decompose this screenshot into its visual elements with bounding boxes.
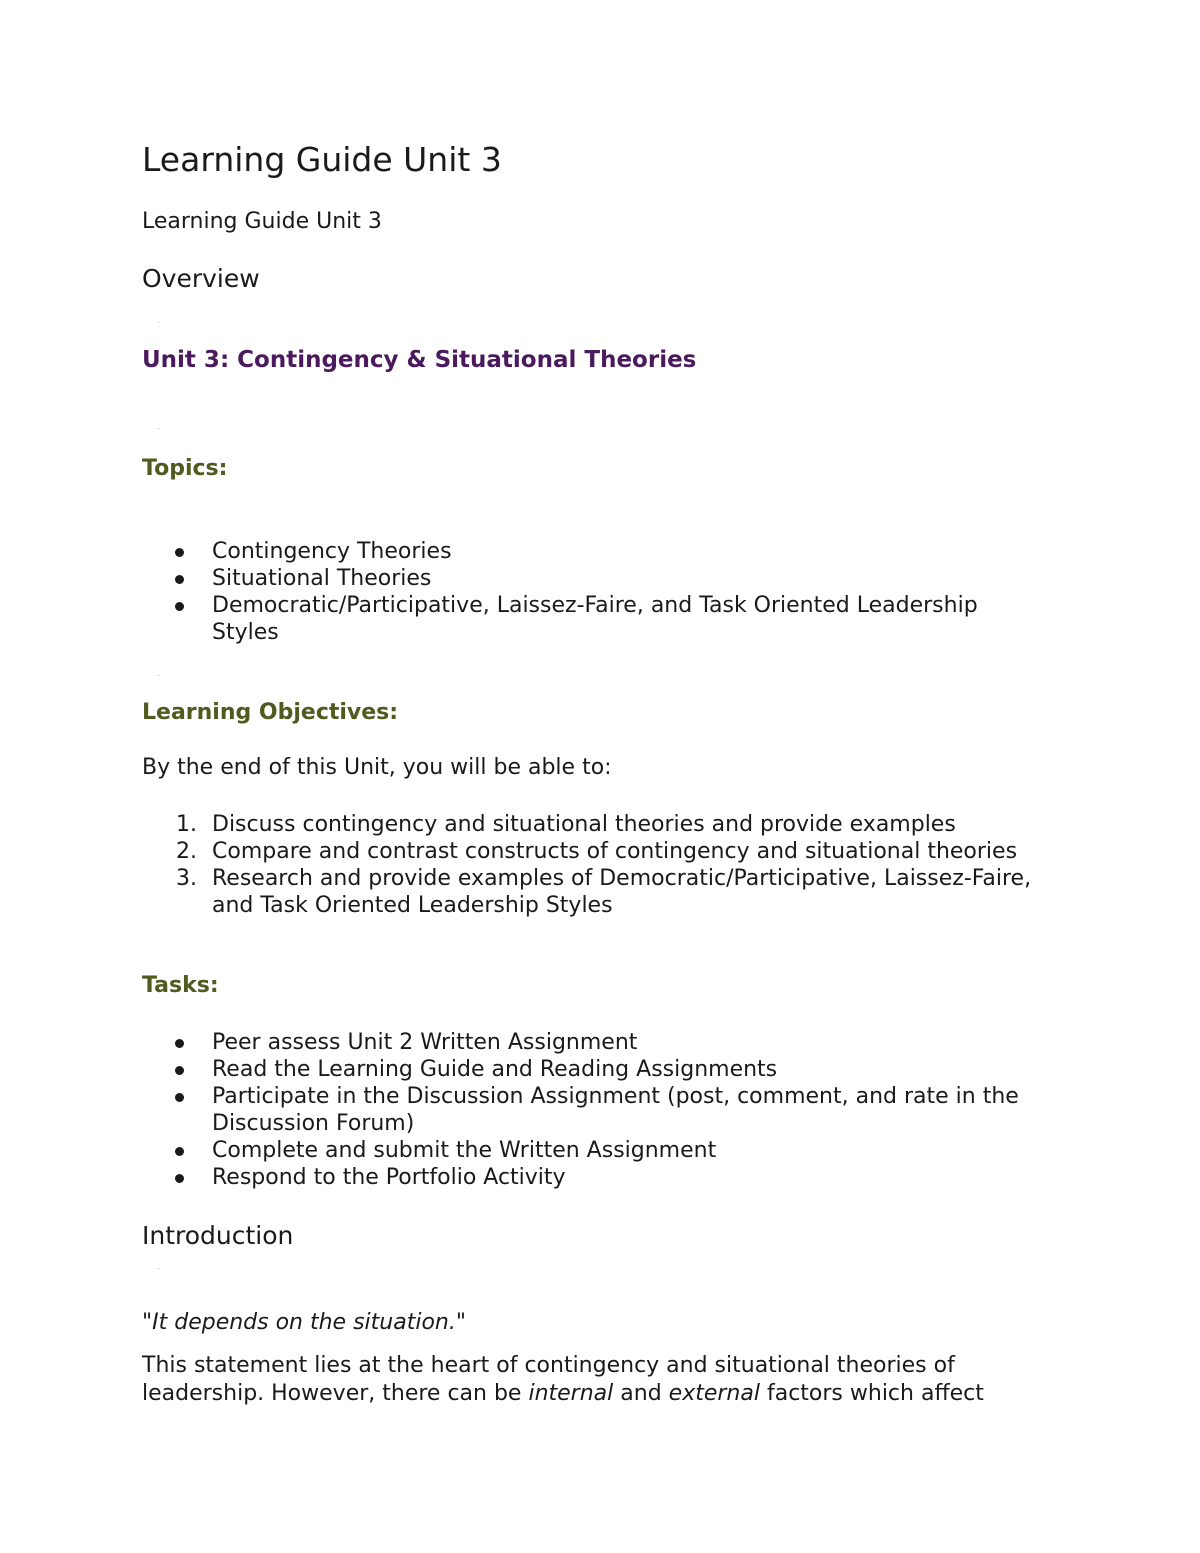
list-item-text: Discuss contingency and situational theories and provide examples xyxy=(212,812,956,837)
overview-heading: Overview xyxy=(142,264,260,293)
list-item xyxy=(176,811,1042,838)
blank-line-marker xyxy=(157,322,160,323)
quote-text: It depends on the situation. xyxy=(152,1310,456,1335)
list-number: 2. xyxy=(176,839,197,864)
list-item: Respond to the Portfolio Activity xyxy=(212,1164,1042,1191)
list-item: Contingency Theories xyxy=(212,538,1042,565)
blank-line-marker xyxy=(157,428,160,429)
list-item-text: Compare and contrast constructs of contingency and situational theories xyxy=(212,839,1018,864)
list-number: 1. xyxy=(176,812,197,837)
list-item: Democratic/Participative, Laissez-Faire, and Task Oriented Leadership Styles xyxy=(212,592,1042,646)
blank-line-marker xyxy=(157,675,160,676)
quote xyxy=(142,1310,466,1335)
document-subtitle: Learning Guide Unit 3 xyxy=(142,209,382,234)
paragraph-text: factors which affect xyxy=(759,1381,984,1406)
emphasis-external: external xyxy=(668,1381,760,1406)
list-item-text: Research and provide examples of Democratic/Participative, Laissez-Faire, and Task Oriented Leadership Styles xyxy=(212,866,1032,918)
emphasis-internal: internal xyxy=(528,1381,614,1406)
list-item: Read the Learning Guide and Reading Assignments xyxy=(212,1056,1042,1083)
quote-open-mark: " xyxy=(142,1310,153,1335)
list-item: Peer assess Unit 2 Written Assignment xyxy=(212,1029,1042,1056)
topics-heading: Topics: xyxy=(142,456,228,481)
quote-close-mark: " xyxy=(455,1310,466,1335)
document-title: Learning Guide Unit 3 xyxy=(142,140,502,179)
body-paragraph xyxy=(142,1352,1062,1408)
list-number: 3. xyxy=(176,866,197,891)
tasks-list xyxy=(212,1029,1042,1191)
objectives-intro: By the end of this Unit, you will be able to: xyxy=(142,755,612,780)
unit-heading: Unit 3: Contingency & Situational Theories xyxy=(142,347,697,373)
list-item: Complete and submit the Written Assignment xyxy=(212,1137,1042,1164)
topics-list xyxy=(212,538,1042,646)
list-item xyxy=(176,865,1042,919)
list-item: Situational Theories xyxy=(212,565,1042,592)
paragraph-text: This statement lies at the heart of contingency and situational theories of leadership. However, there can be xyxy=(142,1353,955,1406)
paragraph-text: and xyxy=(613,1381,669,1406)
tasks-heading: Tasks: xyxy=(142,973,219,998)
introduction-heading: Introduction xyxy=(142,1221,294,1250)
objectives-heading: Learning Objectives: xyxy=(142,700,399,725)
objectives-list xyxy=(176,811,1042,919)
list-item: Participate in the Discussion Assignment (post, comment, and rate in the Discussion Forum) xyxy=(212,1083,1042,1137)
blank-line-marker xyxy=(157,1268,160,1269)
list-item xyxy=(176,838,1042,865)
